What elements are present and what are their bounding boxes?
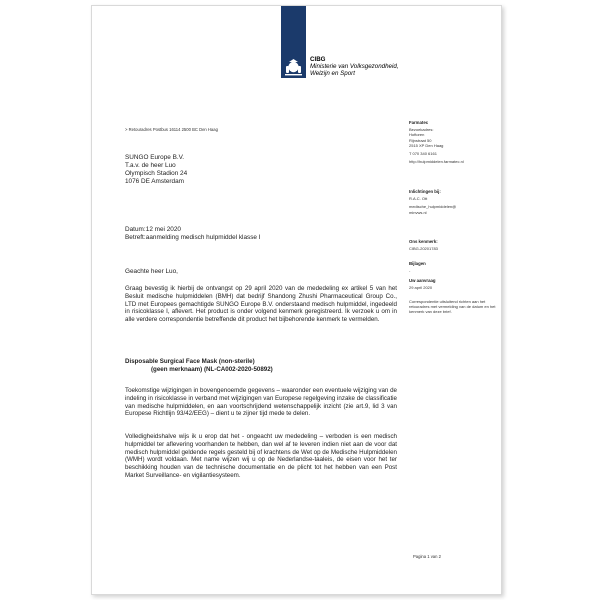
recipient-line: Olympisch Stadion 24 [125,170,188,178]
subject-value: aanmelding medisch hulpmiddel klasse I [145,234,261,242]
letter-meta [125,226,261,242]
info-title: Inlichtingen bij: [409,189,441,194]
ref-title: Ons kenmerk: [409,239,438,244]
sidebar-farmatec [409,120,497,164]
recipient-line: T.a.v. de heer Luo [125,162,176,170]
sidebar-your-request [409,278,497,290]
ministry-line-2: Welzijn en Sport [310,70,355,77]
recipient-line: 1076 DE Amsterdam [125,178,184,186]
website-link[interactable]: http://hulpmiddelen.farmatec.nl [409,159,464,165]
visit-label: Bezoekadres: [409,127,434,133]
sidebar-info [409,189,497,215]
phone: T 070 340 6161 [409,151,437,157]
attach-value: - [409,268,411,274]
sidebar-attachments [409,261,497,273]
return-address: > Retouradres Postbus 16114 2500 BC Den Haag [125,127,218,132]
paragraph-completeness: Volledigheidshalve wijs ik u erop dat het - ongeacht uw mededeling – verboden is een medisch hulpmiddel ter aflevering voorhanden te hebben, dan wel af te leveren indien niet aan de voor dat medisch hulpmiddel geldende regels gesteld bij of krachtens de Wet op de Medische Hulpmiddelen (WMH) wordt voldaan. Met name wijzen wij u op de Nederlandse-taaleis, de eisen voor het ter beschikking houden van de technische documentatie en de plicht tot het hebben van een Post Market Surveillance- en vigilantiesysteem. [125,433,397,479]
date-value: 12 mei 2020 [145,226,181,233]
product-registration [125,358,273,374]
product-name: Disposable Surgical Face Mask (non-sterile) [125,358,255,365]
visit-line: 2515 XP Den Haag [409,142,444,148]
request-title: Uw aanvraag [409,278,436,283]
sidebar-reference [409,239,497,251]
org-name: CIBG [310,56,326,63]
correspondence-note: Correspondentie uitsluitend richten aan het retouradres met vermelding van de datum en het kenmerk van deze brief. [409,299,496,315]
sidebar-title: Farmatec [409,120,429,125]
ref-value: CIBG-20201783 [409,246,438,252]
paragraph-confirmation: Graag bevestig ik hierbij de ontvangst op 29 april 2020 van de mededeling ex artikel 5 van het Besluit medische hulpmiddelen (BMH) dat bedrijf Shandong Zhushi Pharmaceutical Group Co., LTD met Europees gemachtigde SUNGO Europe B.V. onderstaand medisch hulpmiddel, ingedeeld in risicoklasse I, aflevert. Het product is onder volgend kenmerk geregistreerd. Ik verzoek u om in alle verdere correspondentie betreffende dit product het bijbehorende kenmerk te vermelden. [125,285,397,324]
subject-label: Betreft: [125,234,146,242]
page-number: Pagina 1 van 2 [413,554,441,559]
attach-title: Bijlagen [409,261,426,266]
paragraph-future-changes: Toekomstige wijzigingen in bovengenoemde gegevens – waaronder een eventuele wijziging van de indeling in risicoklasse in verband met wijzigingen van Europese regelgeving inzake de classificatie van medische hulpmiddelen, en aan voortschrijdend wetenschappelijk inzicht (zie art.9, lid 3 van Europese Richtlijn 93/42/EEG) – dient u te zijner tijd mede te delen. [125,387,397,418]
info-name: R.A.C. Ott [409,196,428,202]
visit-line: Rijnstraat 50 [409,137,432,143]
coat-of-arms-icon [282,58,305,78]
recipient-line: SUNGO Europe B.V. [125,154,185,161]
recipient-address [125,154,187,186]
visit-line: Hoftoren [409,132,425,138]
info-email[interactable]: minvws.nl [409,209,427,215]
product-reference: (geen merknaam) (NL-CA002-2020-50892) [151,365,273,373]
date-label: Datum: [125,226,146,233]
info-email[interactable]: medische_hulpmiddelen@ [409,204,457,210]
request-value: 29 april 2020 [409,285,433,291]
ministry-line-1: Ministerie van Volksgezondheid, [310,63,399,70]
letter-page [91,5,502,595]
logo-wordmark [310,56,399,77]
salutation: Geachte heer Luo, [125,268,178,275]
